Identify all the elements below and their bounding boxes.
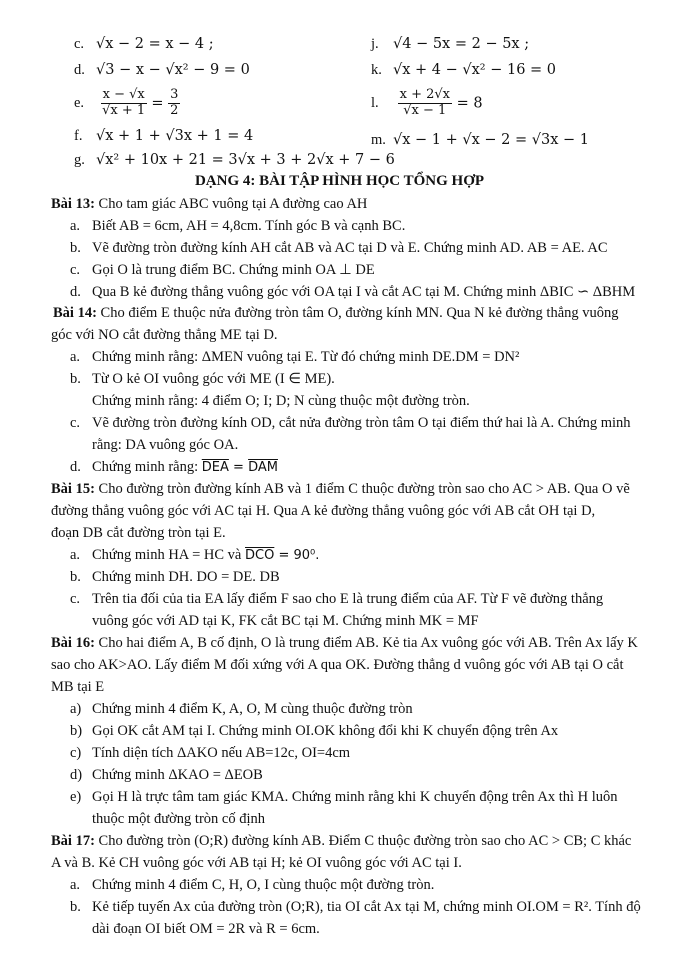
bai16-item-c: c) Tính diện tích ΔAKO nếu AB=12c, OI=4cm [70,745,351,761]
bai13-item-d: d. Qua B kẻ đường thẳng vuông góc với OA tại I và cắt AC tại M. Chứng minh ΔBIC ∽ ΔBHM [70,284,636,300]
bai15-intro: Bài 15: Cho đường tròn đường kính AB và 1 điểm C thuộc đường tròn sao cho AC > AB. Qua O vẽ [51,481,630,497]
bai17-intro: Bài 17: Cho đường tròn (O;R) đường kính AB. Điểm C thuộc đường tròn sao cho AC > CB; C khác [51,833,632,849]
fraction: $\frac{3}{2}$ [170,87,179,118]
equation-c: c. √x − 2 = x − 4 ; [74,36,214,52]
fraction: $\frac{x + 2√x}{√x - 1}$ [399,87,450,118]
bai14-item-a: a. Chứng minh rằng: ΔMEN vuông tại E. Từ đó chứng minh DE.DM = DN² [70,349,520,365]
bai15-item-c: c. Trên tia đối của tia EA lấy điểm F sao cho E là trung điểm của AF. Từ F vẽ đường thẳng [70,591,604,607]
bai15-item-a: a. Chứng minh HA = HC và $\overline{DCO} = 90^0$. [70,547,320,563]
bai14-item-c: c. Vẽ đường tròn đường kính OD, cắt nửa đường tròn tâm O tại điểm thứ hai là A. Chứng minh [70,415,631,431]
bai14-intro: Bài 14: Cho điểm E thuộc nửa đường tròn tâm O, đường kính MN. Qua N kẻ đường thẳng vuông [53,305,619,321]
bai16-intro-cont2: MB tại E [51,679,105,695]
equation-d: d. √3 − x − √x² − 9 = 0 [74,62,250,78]
equation-g: g. √x² + 10x + 21 = 3√x + 3 + 2√x + 7 − 6 [74,152,395,168]
bai17-intro-cont: A và B. Kẻ CH vuông góc với AB tại H; kẻ OI vuông góc với AC tại I. [51,855,462,871]
bai16-item-a: a) Chứng minh 4 điểm K, A, O, M cùng thuộc đường tròn [70,701,413,717]
bai13-intro: Bài 13: Cho tam giác ABC vuông tại A đường cao AH [51,196,368,212]
bai13-item-a: a. Biết AB = 6cm, AH = 4,8cm. Tính góc B và cạnh BC. [70,218,406,234]
bai14-item-d: d. Chứng minh rằng: $\overline{DEA} = \overline{DAM}$ [70,459,278,475]
bai14-item-b-cont: Chứng minh rằng: 4 điểm O; I; D; N cùng thuộc một đường tròn. [92,393,470,409]
bai15-intro-cont1: đường thẳng vuông góc với AC tại H. Qua A kẻ đường thẳng vuông góc với AB cắt OH tại D, [51,503,596,519]
bai15-item-c-cont: vuông góc với AD tại K, FK cắt BC tại M. Chứng minh MK = MF [92,613,479,629]
bai15-intro-cont2: đoạn DB cắt đường tròn tại E. [51,525,226,541]
equation-k: k. √x + 4 − √x² − 16 = 0 [371,62,557,78]
equation-f: f. √x + 1 + √3x + 1 = 4 [74,128,254,144]
bai17-item-a: a. Chứng minh 4 điểm C, H, O, I cùng thuộc một đường tròn. [70,877,435,893]
equation-j: j. √4 − 5x = 2 − 5x ; [371,36,530,52]
bai16-item-e: e) Gọi H là trực tâm tam giác KMA. Chứng minh rằng khi K chuyển động trên Ax thì H luôn [70,789,618,805]
bai14-item-b: b. Từ O kẻ OI vuông góc với ME (I ∈ ME). [70,371,335,387]
equation-l: l. $\frac{x + 2√x}{√x - 1}$ = 8 [371,87,483,118]
bai17-item-b: b. Kẻ tiếp tuyến Ax của đường tròn (O;R), tia OI cắt Ax tại M, chứng minh OI.OM = R². Tính độ [70,899,641,915]
bai17-item-b-cont: dài đoạn OI biết OM = 2R và R = 6cm. [92,921,320,937]
bai16-item-e-cont: thuộc một đường tròn cố định [92,811,265,827]
bai13-item-c: c. Gọi O là trung điểm BC. Chứng minh OA ⊥ DE [70,262,375,278]
equation-e: e. $\frac{x - √x}{√x + 1}$ = $\frac{3}{2}$ [74,87,179,118]
bai15-item-b: b. Chứng minh DH. DO = DE. DB [70,569,280,585]
bai14-item-c-cont: rằng: DA vuông góc OA. [92,437,239,453]
bai13-item-b: b. Vẽ đường tròn đường kính AH cắt AB và AC tại D và E. Chứng minh AD. AB = AE. AC [70,240,608,256]
bai14-intro-cont: góc với NO cắt đường thẳng ME tại D. [51,327,278,343]
section-heading: DẠNG 4: BÀI TẬP HÌNH HỌC TỔNG HỢP [194,173,485,189]
equation-m: m. √x − 1 + √x − 2 = √3x − 1 [371,132,589,148]
fraction: $\frac{x - √x}{√x + 1}$ [102,87,146,118]
bai16-intro-cont1: sao cho AK>AO. Lấy điểm M đối xứng với A qua OK. Đường thẳng d vuông góc với AB tại O cắt [51,657,624,673]
bai16-item-b: b) Gọi OK cắt AM tại I. Chứng minh OI.OK không đổi khi K chuyển động trên Ax [70,723,559,739]
bai16-intro: Bài 16: Cho hai điểm A, B cố định, O là trung điểm AB. Kẻ tia Ax vuông góc với AB. Trên Ax lấy K [51,635,638,651]
bai16-item-d: d) Chứng minh ΔKAO = ΔEOB [70,767,263,783]
